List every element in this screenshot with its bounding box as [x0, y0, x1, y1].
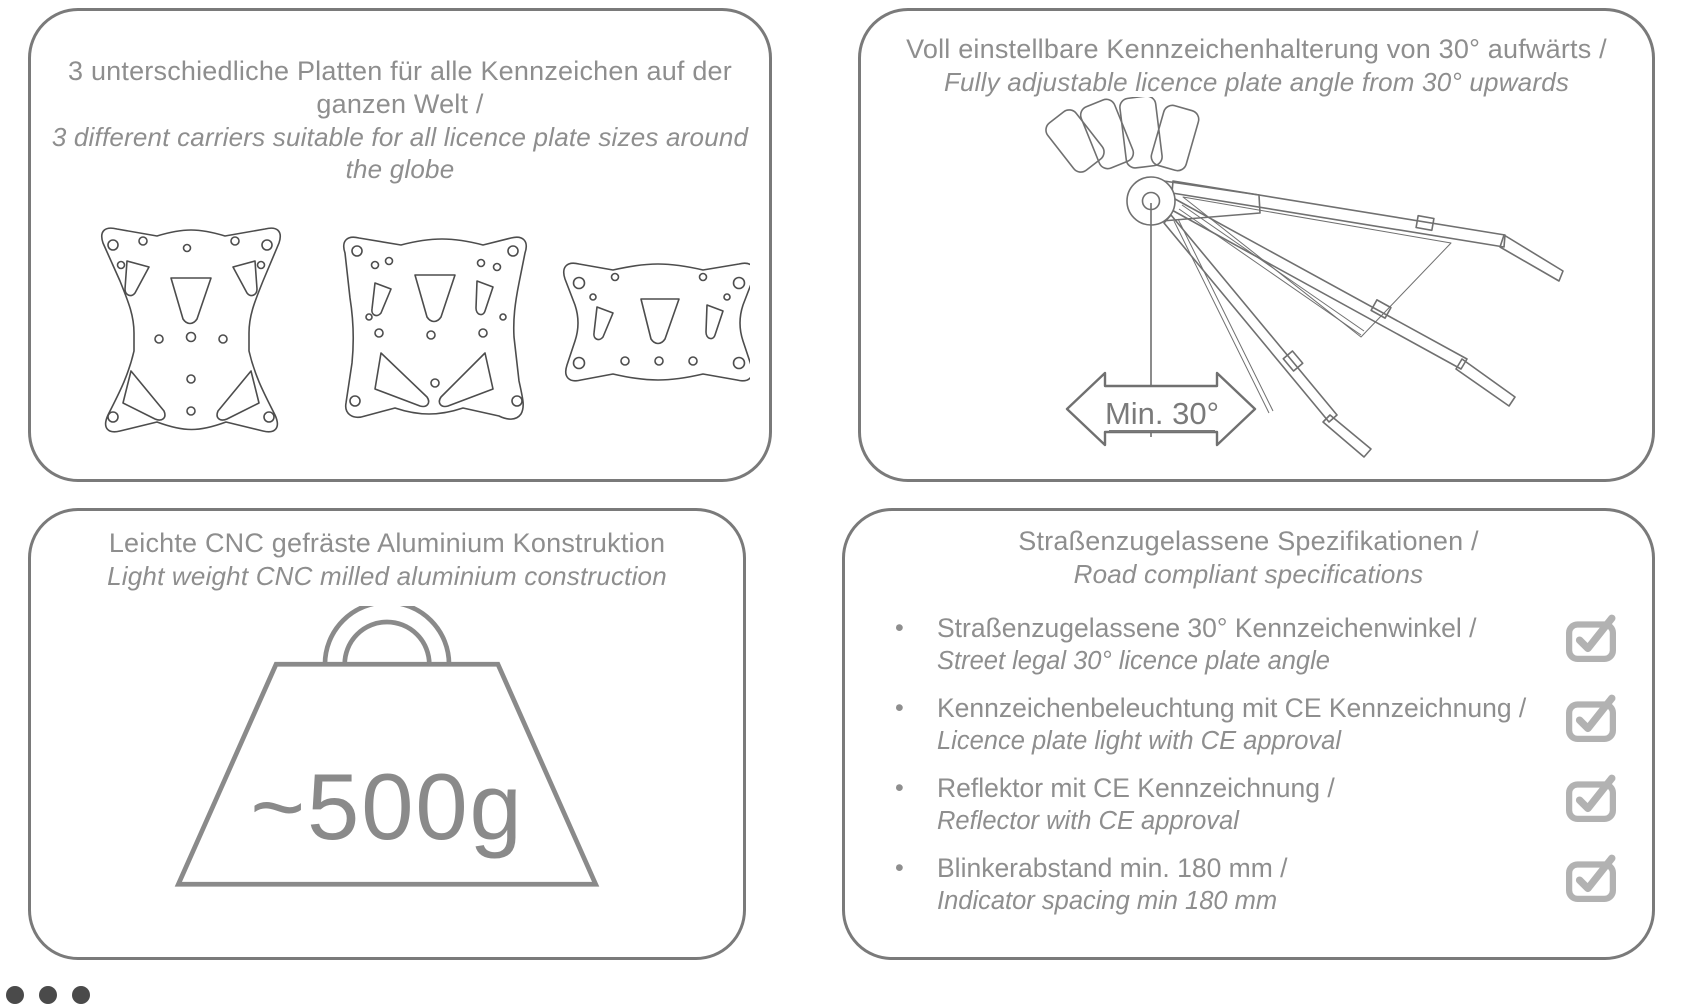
checkbox-checked-icon — [1558, 852, 1618, 902]
adjustable-title-de: Voll einstellbare Kennzeichenhalterung von 30° aufwärts / — [906, 34, 1607, 64]
spec-de: Kennzeichenbeleuchtung mit CE Kennzeichnung / — [937, 693, 1527, 723]
spec-row-light — [891, 692, 1618, 758]
spec-row-indicator — [891, 852, 1618, 918]
bullet-dot: • — [895, 774, 904, 802]
specs-title-en: Road compliant specifications — [1073, 559, 1424, 589]
weight-title-en: Light weight CNC milled aluminium construction — [107, 561, 667, 591]
plate-drawing-1 — [102, 228, 280, 432]
spec-en: Reflector with CE approval — [937, 807, 1239, 835]
carriers-title-de: 3 unterschiedliche Platten für alle Kennzeichen auf der ganzen Welt / — [68, 56, 732, 119]
panel-adjustable-angle — [858, 8, 1655, 482]
pagination-dots — [6, 986, 90, 1004]
bullet-dot: • — [895, 854, 904, 882]
spec-list — [891, 612, 1618, 918]
adjustable-title-en: Fully adjustable licence plate angle from 30° upwards — [943, 67, 1570, 97]
specs-title-de: Straßenzugelassene Spezifikationen / — [1018, 526, 1479, 556]
panel-carrier-plates — [28, 8, 772, 482]
spec-de: Blinkerabstand min. 180 mm / — [937, 853, 1288, 883]
checkbox-checked-icon — [1558, 692, 1618, 742]
plate-drawing-3 — [564, 263, 750, 381]
spec-row-angle — [891, 612, 1618, 678]
spec-row-reflector — [891, 772, 1618, 838]
pagination-dot[interactable] — [6, 986, 24, 1004]
bullet-dot: • — [895, 614, 904, 642]
pagination-dot[interactable] — [72, 986, 90, 1004]
weight-value-label: ~500g — [250, 754, 524, 860]
spec-de: Straßenzugelassene 30° Kennzeichenwinkel / — [937, 613, 1477, 643]
checkbox-checked-icon — [1558, 772, 1618, 822]
panel-weight — [28, 508, 746, 960]
panel-road-specs — [842, 508, 1655, 960]
checkbox-checked-icon — [1558, 612, 1618, 662]
spec-en: Licence plate light with CE approval — [937, 727, 1341, 755]
spec-en: Street legal 30° licence plate angle — [937, 647, 1330, 675]
spec-en: Indicator spacing min 180 mm — [937, 887, 1278, 915]
pagination-dot[interactable] — [39, 986, 57, 1004]
weight-title-de: Leichte CNC gefräste Aluminium Konstruktion — [108, 528, 666, 558]
plate-drawing-2 — [344, 237, 526, 419]
adjustable-angle-drawing — [861, 97, 1658, 467]
min-angle-label: Min. 30° — [1104, 396, 1220, 431]
weight-icon — [152, 606, 622, 888]
carriers-title-en: 3 different carriers suitable for all licence plate sizes around the globe — [51, 122, 749, 184]
carrier-plates-drawing — [50, 213, 750, 453]
spec-de: Reflektor mit CE Kennzeichnung / — [937, 773, 1335, 803]
bullet-dot: • — [895, 694, 904, 722]
